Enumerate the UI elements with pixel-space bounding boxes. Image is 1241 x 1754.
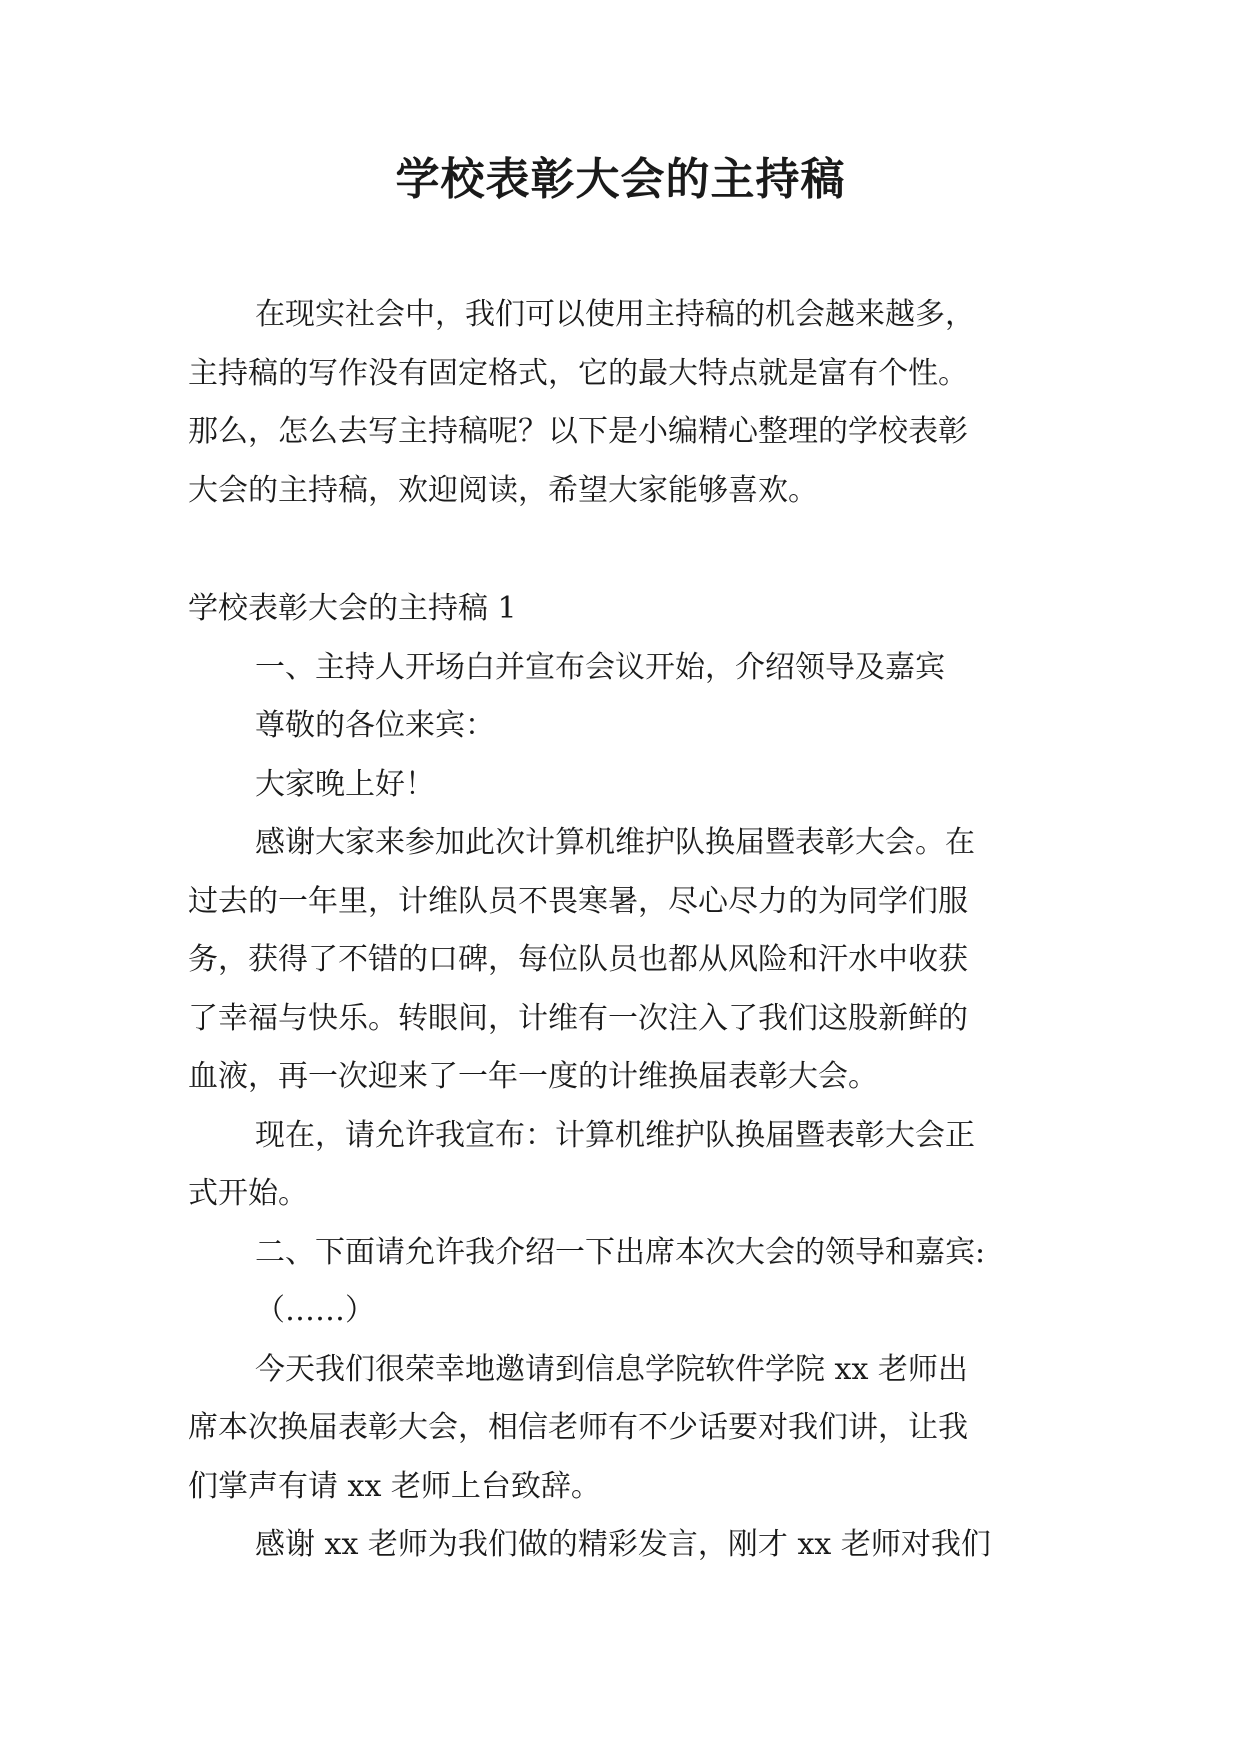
- body-line: 尊敬的各位来宾：: [255, 708, 495, 743]
- intro-line: 在现实社会中，我们可以使用主持稿的机会越来越多，: [255, 297, 975, 332]
- body-line: 二、下面请允许我介绍一下出席本次大会的领导和嘉宾:: [255, 1234, 986, 1270]
- body-line: 今天我们很荣幸地邀请到信息学院软件学院 xx 老师出: [255, 1351, 968, 1387]
- body-line: 过去的一年里，计维队员不畏寒暑，尽心尽力的为同学们服: [188, 883, 968, 919]
- document-body: [188, 286, 1058, 1575]
- intro-line: 那么，怎么去写主持稿呢？以下是小编精心整理的学校表彰: [188, 414, 968, 449]
- body-line: 一、主持人开场白并宣布会议开始，介绍领导及嘉宾: [255, 649, 945, 685]
- body-line: 现在，请允许我宣布：计算机维护队换届暨表彰大会正: [255, 1117, 975, 1153]
- body-line: 感谢 xx 老师为我们做的精彩发言，刚才 xx 老师对我们: [255, 1527, 991, 1562]
- intro-line: 主持稿的写作没有固定格式，它的最大特点就是富有个性。: [188, 355, 968, 391]
- body-line: 式开始。: [188, 1176, 308, 1211]
- document-title: 学校表彰大会的主持稿: [395, 154, 846, 205]
- body-line: 大家晚上好！: [255, 766, 435, 802]
- intro-line: 大会的主持稿，欢迎阅读，希望大家能够喜欢。: [188, 472, 818, 508]
- section-lines: [188, 639, 1058, 1575]
- body-line: 血液，再一次迎来了一年一度的计维换届表彰大会。: [188, 1059, 878, 1094]
- paragraph-gap: [188, 520, 1058, 580]
- body-line: （……）: [255, 1293, 375, 1328]
- body-line: 了幸福与快乐。转眼间，计维有一次注入了我们这股新鲜的: [188, 1000, 968, 1036]
- section-heading: 学校表彰大会的主持稿 1: [188, 591, 517, 626]
- body-line: 席本次换届表彰大会，相信老师有不少话要对我们讲，让我: [188, 1410, 968, 1445]
- body-line: 感谢大家来参加此次计算机维护队换届暨表彰大会。在: [255, 825, 975, 860]
- body-line: 务，获得了不错的口碑，每位队员也都从风险和汗水中收获: [188, 942, 968, 977]
- body-line: 们掌声有请 xx 老师上台致辞。: [188, 1468, 601, 1504]
